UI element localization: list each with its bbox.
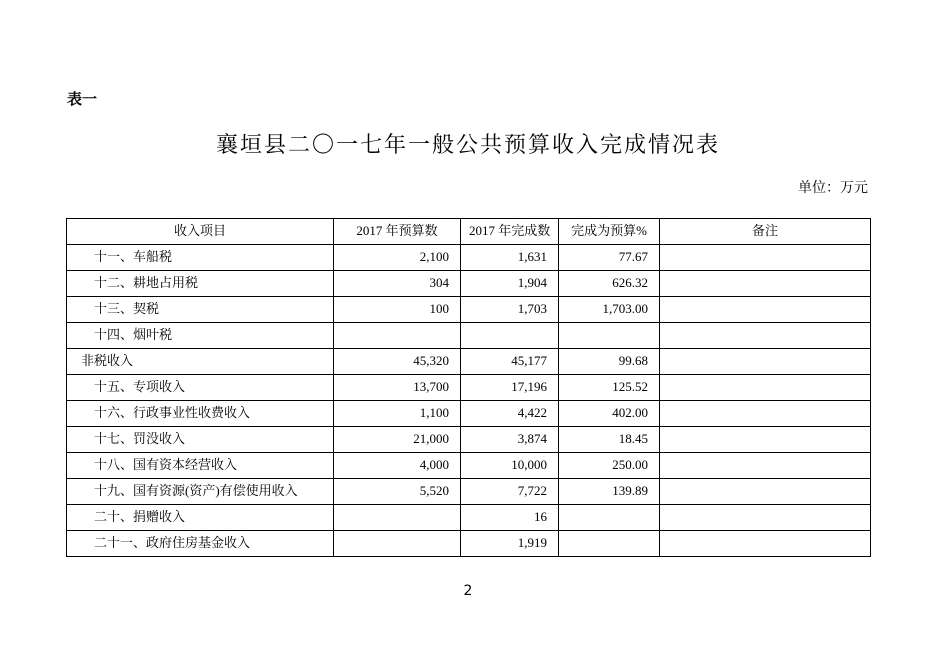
cell-note (660, 297, 871, 323)
cell-budget: 304 (334, 271, 461, 297)
cell-percent (559, 531, 660, 557)
cell-percent (559, 323, 660, 349)
cell-note (660, 505, 871, 531)
cell-note (660, 531, 871, 557)
cell-note (660, 271, 871, 297)
cell-item: 二十一、政府住房基金收入 (67, 531, 334, 557)
cell-actual: 1,631 (461, 245, 559, 271)
cell-budget: 100 (334, 297, 461, 323)
cell-actual: 4,422 (461, 401, 559, 427)
cell-actual: 1,904 (461, 271, 559, 297)
header-percent: 完成为预算% (559, 219, 660, 245)
cell-actual: 1,703 (461, 297, 559, 323)
cell-percent: 402.00 (559, 401, 660, 427)
cell-budget: 5,520 (334, 479, 461, 505)
cell-actual: 7,722 (461, 479, 559, 505)
table-row (67, 453, 871, 479)
page-number: 2 (463, 583, 473, 599)
cell-note (660, 401, 871, 427)
header-budget: 2017 年预算数 (334, 219, 461, 245)
cell-actual: 45,177 (461, 349, 559, 375)
cell-item: 十六、行政事业性收费收入 (67, 401, 334, 427)
table-row (67, 479, 871, 505)
cell-actual: 16 (461, 505, 559, 531)
table-row (67, 531, 871, 557)
cell-percent: 139.89 (559, 479, 660, 505)
cell-item: 十七、罚没收入 (67, 427, 334, 453)
page-title: 襄垣县二〇一七年一般公共预算收入完成情况表 (215, 133, 720, 158)
cell-note (660, 245, 871, 271)
cell-note (660, 375, 871, 401)
cell-item: 二十、捐赠收入 (67, 505, 334, 531)
cell-budget (334, 505, 461, 531)
table-row (67, 375, 871, 401)
revenue-table (66, 218, 871, 557)
cell-actual (461, 323, 559, 349)
table-row (67, 505, 871, 531)
cell-item: 十四、烟叶税 (67, 323, 334, 349)
cell-percent: 99.68 (559, 349, 660, 375)
cell-item: 十八、国有资本经营收入 (67, 453, 334, 479)
table-row (67, 349, 871, 375)
cell-note (660, 479, 871, 505)
cell-percent (559, 505, 660, 531)
cell-budget: 1,100 (334, 401, 461, 427)
cell-item: 十三、契税 (67, 297, 334, 323)
cell-budget: 13,700 (334, 375, 461, 401)
table-body (67, 245, 871, 557)
cell-budget: 2,100 (334, 245, 461, 271)
cell-budget: 4,000 (334, 453, 461, 479)
cell-percent: 250.00 (559, 453, 660, 479)
table-label: 表一 (67, 90, 98, 108)
table-row (67, 271, 871, 297)
cell-budget (334, 323, 461, 349)
cell-note (660, 453, 871, 479)
header-item: 收入项目 (67, 219, 334, 245)
cell-percent: 125.52 (559, 375, 660, 401)
cell-item: 十二、耕地占用税 (67, 271, 334, 297)
cell-percent: 1,703.00 (559, 297, 660, 323)
cell-actual: 17,196 (461, 375, 559, 401)
header-actual: 2017 年完成数 (461, 219, 559, 245)
cell-item: 十一、车船税 (67, 245, 334, 271)
cell-budget: 45,320 (334, 349, 461, 375)
cell-item: 十五、专项收入 (67, 375, 334, 401)
cell-actual: 1,919 (461, 531, 559, 557)
cell-budget: 21,000 (334, 427, 461, 453)
cell-note (660, 427, 871, 453)
cell-actual: 10,000 (461, 453, 559, 479)
cell-percent: 18.45 (559, 427, 660, 453)
table-row (67, 323, 871, 349)
cell-percent: 77.67 (559, 245, 660, 271)
table-row (67, 245, 871, 271)
cell-note (660, 323, 871, 349)
cell-item: 非税收入 (67, 349, 334, 375)
unit-label: 单位：万元 (798, 180, 868, 196)
cell-item: 十九、国有资源(资产)有偿使用收入 (67, 479, 334, 505)
table-row (67, 297, 871, 323)
table-header-row (67, 219, 871, 245)
header-note: 备注 (660, 219, 871, 245)
cell-actual: 3,874 (461, 427, 559, 453)
cell-percent: 626.32 (559, 271, 660, 297)
cell-budget (334, 531, 461, 557)
table-row (67, 401, 871, 427)
cell-note (660, 349, 871, 375)
table-row (67, 427, 871, 453)
